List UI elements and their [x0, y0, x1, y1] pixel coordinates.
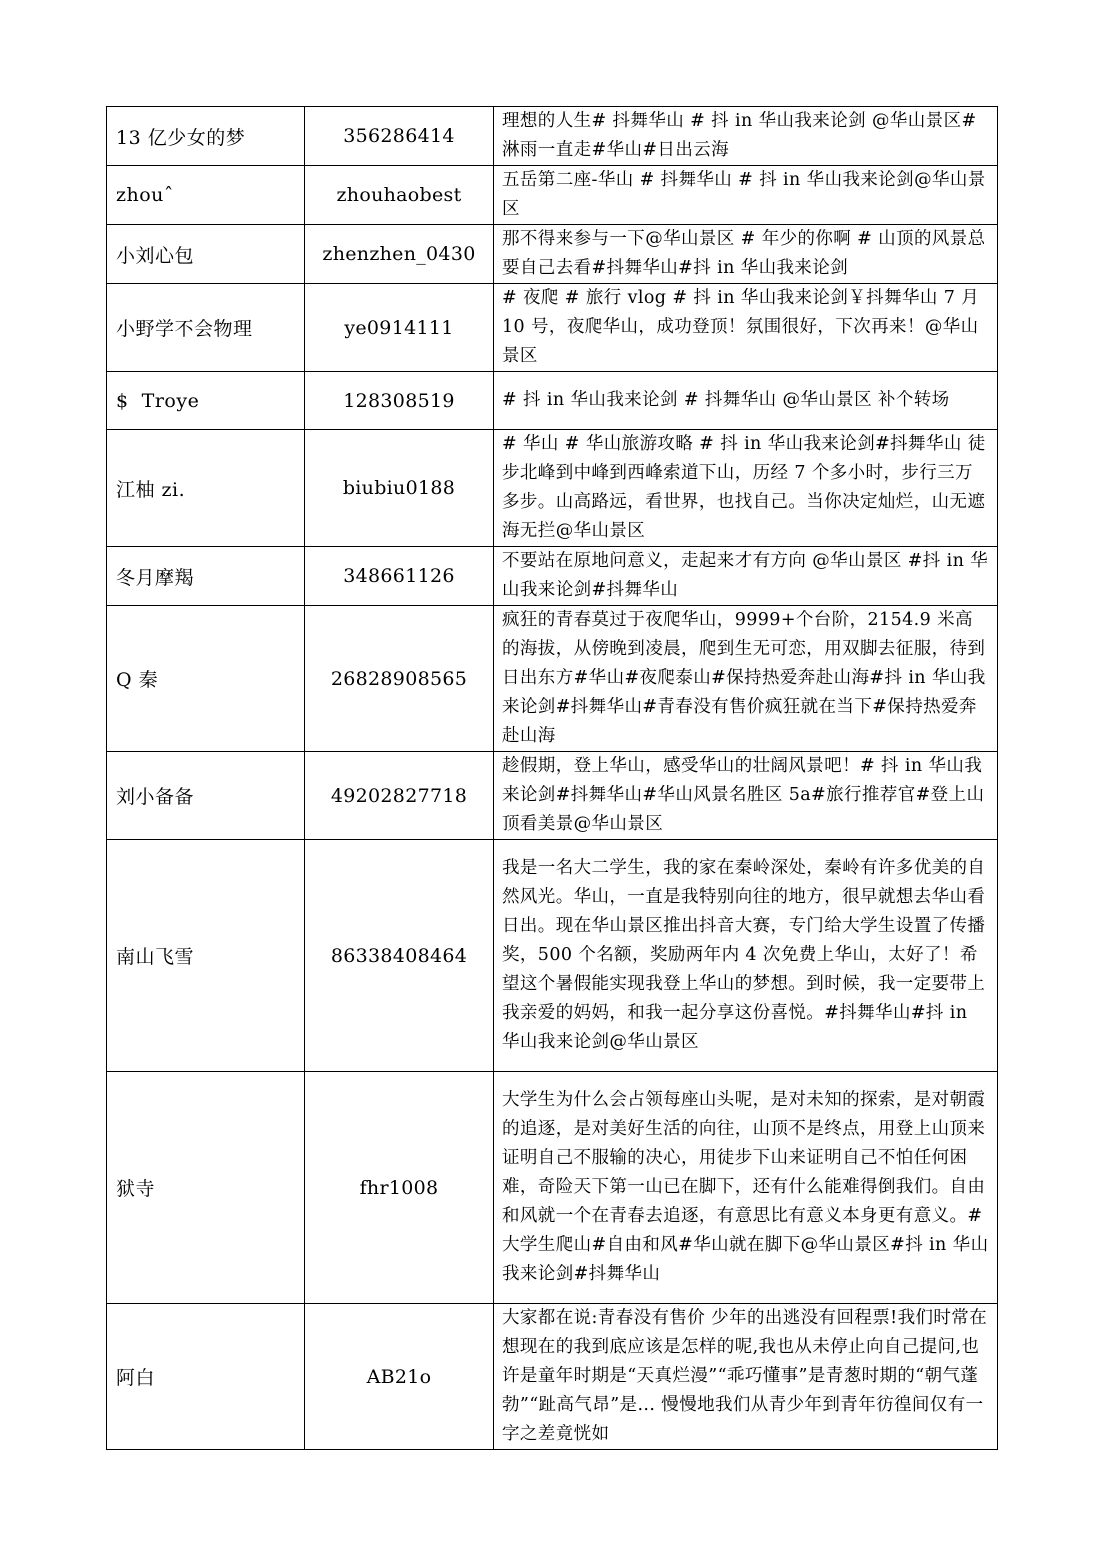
- table-row: [107, 166, 998, 225]
- user-id: 356286414: [305, 107, 494, 166]
- table-row: [107, 606, 998, 752]
- table-row: [107, 547, 998, 606]
- post-text: 疯狂的青春莫过于夜爬华山，9999+个台阶，2154.9 米高的海拔，从傍晚到凌晨，爬到生无可恋，用双脚去征服，待到日出东方#华山#夜爬泰山#保持热爱奔赴山海#抖 in 华山我来论剑#抖舞华山#青春没有售价疯狂就在当下#保持热爱奔赴山海: [494, 606, 998, 752]
- post-text: 理想的人生# 抖舞华山 # 抖 in 华山我来论剑 @华山景区#淋雨一直走#华山#日出云海: [494, 107, 998, 166]
- user-nickname: 刘小备备: [107, 752, 305, 840]
- user-id: fhr1008: [305, 1072, 494, 1304]
- user-nickname: Q 秦: [107, 606, 305, 752]
- post-text: 不要站在原地问意义，走起来才有方向 @华山景区 #抖 in 华山我来论剑#抖舞华山: [494, 547, 998, 606]
- user-id: 348661126: [305, 547, 494, 606]
- entries-table: [106, 106, 998, 1450]
- post-text: 那不得来参与一下@华山景区 # 年少的你啊 # 山顶的风景总要自己去看#抖舞华山#抖 in 华山我来论剑: [494, 225, 998, 284]
- table-row: [107, 372, 998, 430]
- user-id: zhenzhen_0430: [305, 225, 494, 284]
- post-text: 大学生为什么会占领每座山头呢，是对未知的探索，是对朝霞的追逐，是对美好生活的向往，山顶不是终点，用登上山顶来证明自己不服输的决心，用徒步下山来证明自己不怕任何困难，奇险天下第一山已在脚下，还有什么能难得倒我们。自由和风就一个在青春去追逐，有意思比有意义本身更有意义。#大学生爬山#自由和风#华山就在脚下@华山景区#抖 in 华山我来论剑#抖舞华山: [494, 1072, 998, 1304]
- post-text: 趁假期，登上华山，感受华山的壮阔风景吧！# 抖 in 华山我来论剑#抖舞华山#华山风景名胜区 5a#旅行推荐官#登上山顶看美景@华山景区: [494, 752, 998, 840]
- post-text: 五岳第二座-华山 # 抖舞华山 # 抖 in 华山我来论剑@华山景区: [494, 166, 998, 225]
- post-text: # 华山 # 华山旅游攻略 # 抖 in 华山我来论剑#抖舞华山 徒步北峰到中峰到西峰索道下山，历经 7 个多小时，步行三万多步。山高路远，看世界，也找自己。当你决定灿烂，山无遮海无拦@华山景区: [494, 430, 998, 547]
- user-nickname: 阿白: [107, 1304, 305, 1450]
- user-id: 26828908565: [305, 606, 494, 752]
- user-nickname: 冬月摩羯: [107, 547, 305, 606]
- table-row: [107, 840, 998, 1072]
- user-nickname: $ Troye: [107, 372, 305, 430]
- post-text: 大家都在说:青春没有售价 少年的出逃没有回程票!我们时常在想现在的我到底应该是怎样的呢,我也从未停止向自己提问,也许是童年时期是“天真烂漫”“乖巧懂事”是青葱时期的“朝气蓬勃”“趾高气昂”是... 慢慢地我们从青少年到青年彷徨间仅有一字之差竟恍如: [494, 1304, 998, 1450]
- user-id: 49202827718: [305, 752, 494, 840]
- table-row: [107, 430, 998, 547]
- user-id: 128308519: [305, 372, 494, 430]
- user-nickname: 小野学不会物理: [107, 284, 305, 372]
- table-row: [107, 1304, 998, 1450]
- post-text: # 抖 in 华山我来论剑 # 抖舞华山 @华山景区 补个转场: [494, 372, 998, 430]
- user-id: ye0914111: [305, 284, 494, 372]
- table-row: [107, 284, 998, 372]
- user-nickname: 狱寺: [107, 1072, 305, 1304]
- user-nickname: 南山飞雪: [107, 840, 305, 1072]
- user-nickname: 江柚 zi.: [107, 430, 305, 547]
- user-nickname: zhouˆ: [107, 166, 305, 225]
- user-id: 86338408464: [305, 840, 494, 1072]
- table-row: [107, 107, 998, 166]
- table-row: [107, 752, 998, 840]
- table-row: [107, 225, 998, 284]
- user-id: zhouhaobest: [305, 166, 494, 225]
- table-row: [107, 1072, 998, 1304]
- post-text: # 夜爬 # 旅行 vlog # 抖 in 华山我来论剑￥抖舞华山 7 月 10 号，夜爬华山，成功登顶！氛围很好，下次再来！@华山景区: [494, 284, 998, 372]
- user-id: biubiu0188: [305, 430, 494, 547]
- user-id: AB21o: [305, 1304, 494, 1450]
- post-text: 我是一名大二学生，我的家在秦岭深处，秦岭有许多优美的自然风光。华山，一直是我特别向往的地方，很早就想去华山看日出。现在华山景区推出抖音大赛，专门给大学生设置了传播奖，500 个名额，奖励两年内 4 次免费上华山，太好了！希望这个暑假能实现我登上华山的梦想。到时候，我一定要带上我亲爱的妈妈，和我一起分享这份喜悦。#抖舞华山#抖 in 华山我来论剑@华山景区: [494, 840, 998, 1072]
- user-nickname: 13 亿少女的梦: [107, 107, 305, 166]
- user-nickname: 小刘心包: [107, 225, 305, 284]
